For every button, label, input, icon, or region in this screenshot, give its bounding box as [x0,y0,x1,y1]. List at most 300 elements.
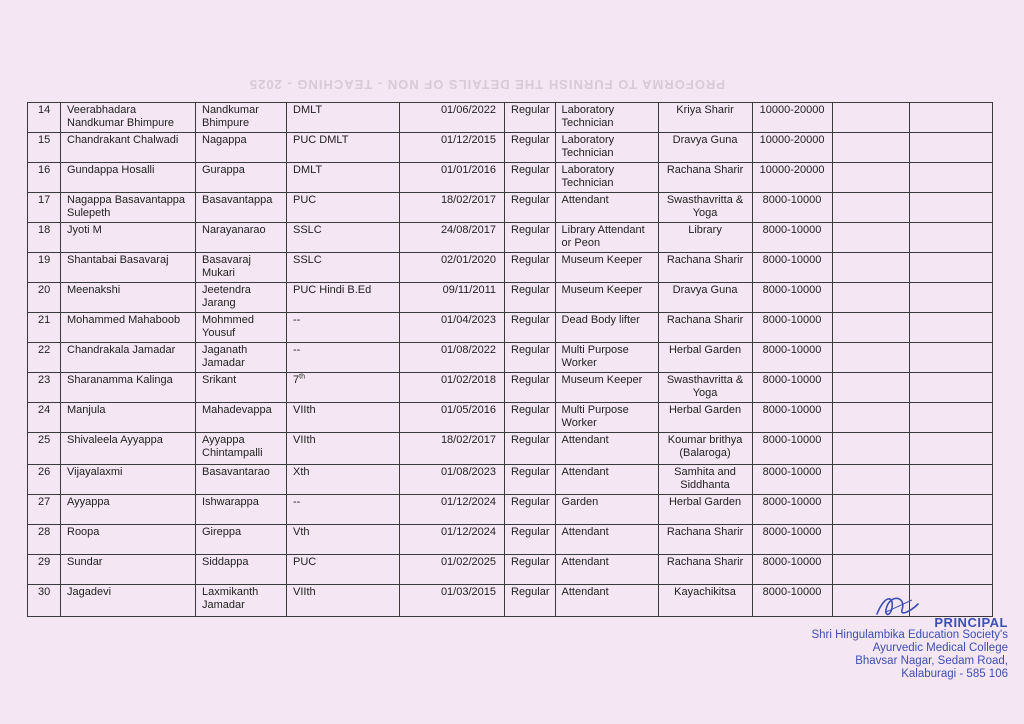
pay-scale-cell [752,163,832,193]
date-of-joining: 01/05/2016 [440,404,496,416]
table-row [28,525,993,555]
pay-scale-cell [752,555,832,585]
date-of-joining: 01/12/2024 [440,526,496,538]
pay-scale: 8000-10000 [762,434,822,446]
date-of-joining: 01/12/2015 [440,134,496,146]
department: Kayachikitsa [674,586,736,598]
father-name-cell [196,433,287,465]
employment-type-cell [505,495,556,525]
department-cell [658,373,752,403]
department: Rachana Sharir [666,526,744,538]
designation: Museum Keeper [561,284,643,296]
department-cell [658,525,752,555]
date-of-joining-cell [400,283,505,313]
employee-name-cell [61,163,196,193]
qualification-cell [287,223,400,253]
employment-type-cell [505,403,556,433]
qualification: -- [293,496,301,508]
blank-cell [832,163,909,193]
pay-scale: 8000-10000 [762,526,822,538]
father-name: Basavaraj Mukari [202,254,251,279]
table-row [28,555,993,585]
pay-scale-cell [752,433,832,465]
pay-scale: 8000-10000 [762,314,822,326]
department-cell [658,163,752,193]
date-of-joining: 01/01/2016 [440,164,496,176]
blank-cell [909,193,992,223]
row-number-cell [28,525,61,555]
employee-name-cell [61,585,196,617]
employee-name-cell [61,373,196,403]
pay-scale: 8000-10000 [762,284,822,296]
department-cell [658,555,752,585]
employment-type: Regular [511,134,550,146]
employment-type: Regular [511,254,550,266]
employee-name-cell [61,103,196,133]
row-number: 29 [38,556,51,568]
qualification: DMLT [293,164,323,176]
employee-name: Chandrakala Jamadar [67,344,176,356]
designation-cell [555,163,658,193]
department-cell [658,253,752,283]
father-name: Mahadevappa [202,404,272,416]
row-number: 18 [38,224,51,236]
designation-cell [555,555,658,585]
qualification-cell [287,133,400,163]
qualification-cell [287,465,400,495]
table-row [28,373,993,403]
designation-cell [555,193,658,223]
bleed-through-heading: PROFORMA TO FURNISH THE DETAILS OF NON - TEACHING - 2025 [248,77,725,92]
father-name: Ishwarappa [202,496,259,508]
father-name-cell [196,223,287,253]
employee-name-cell [61,343,196,373]
designation: Dead Body lifter [561,314,640,326]
qualification: VIIth [293,404,316,416]
designation-cell [555,465,658,495]
pay-scale: 8000-10000 [762,466,822,478]
employee-name: Meenakshi [67,284,121,296]
blank-cell [909,313,992,343]
pay-scale: 10000-20000 [759,104,825,116]
employee-name: Veerabhadara Nandkumar Bhimpure [67,104,174,129]
qualification-cell [287,403,400,433]
father-name-cell [196,163,287,193]
designation: Attendant [561,194,609,206]
table-row [28,193,993,223]
table-row [28,283,993,313]
designation-cell [555,585,658,617]
department-cell [658,133,752,163]
father-name: Nandkumar Bhimpure [202,104,259,129]
date-of-joining: 01/08/2023 [440,466,496,478]
qualification-cell [287,525,400,555]
pay-scale-cell [752,283,832,313]
department: Koumar brithya (Balaroga) [667,434,743,459]
pay-scale-cell [752,465,832,495]
blank-cell [832,223,909,253]
date-of-joining: 01/03/2015 [440,586,496,598]
qualification-cell [287,163,400,193]
pay-scale-cell [752,525,832,555]
pay-scale: 8000-10000 [762,194,822,206]
table-row [28,403,993,433]
father-name-cell [196,343,287,373]
date-of-joining-cell [400,525,505,555]
row-number-cell [28,555,61,585]
pay-scale: 8000-10000 [762,556,822,568]
pay-scale: 8000-10000 [762,374,822,386]
blank-cell [832,403,909,433]
table-row [28,163,993,193]
department: Rachana Sharir [666,164,744,176]
designation: Multi Purpose Worker [561,344,629,369]
father-name-cell [196,373,287,403]
father-name: Gurappa [202,164,245,176]
qualification: 7 [293,374,300,386]
father-name-cell [196,283,287,313]
employment-type-cell [505,253,556,283]
department-cell [658,403,752,433]
row-number-cell [28,283,61,313]
date-of-joining-cell [400,253,505,283]
table-row [28,313,993,343]
table-row [28,433,993,465]
date-of-joining: 24/08/2017 [440,224,496,236]
blank-cell [832,343,909,373]
employee-name: Jagadevi [67,586,112,598]
designation-cell [555,433,658,465]
employee-name: Nagappa Basavantappa Sulepeth [67,194,186,219]
employee-name-cell [61,313,196,343]
department: Library [688,224,722,236]
date-of-joining-cell [400,555,505,585]
father-name: Basavantappa [202,194,273,206]
father-name: Jaganath Jamadar [202,344,248,369]
qualification: VIIth [293,586,316,598]
department-cell [658,313,752,343]
date-of-joining: 01/04/2023 [440,314,496,326]
table-row [28,133,993,163]
designation: Garden [561,496,599,508]
qualification: PUC [293,194,317,206]
stamp-line: Ayurvedic Medical College [872,642,1008,654]
designation: Museum Keeper [561,254,643,266]
date-of-joining: 01/02/2025 [440,556,496,568]
date-of-joining: 09/11/2011 [442,284,496,296]
designation: Laboratory Technician [561,134,615,159]
row-number: 28 [38,526,51,538]
blank-cell [909,373,992,403]
blank-cell [909,163,992,193]
date-of-joining: 01/12/2024 [440,496,496,508]
designation-cell [555,373,658,403]
row-number-cell [28,433,61,465]
row-number: 21 [38,314,51,326]
father-name: Laxmikanth Jamadar [202,586,259,611]
designation: Attendant [561,434,609,446]
employment-type-cell [505,433,556,465]
designation: Attendant [561,466,609,478]
qualification: SSLC [293,224,322,236]
employee-name: Roopa [67,526,100,538]
blank-cell [832,103,909,133]
department-cell [658,495,752,525]
department: Rachana Sharir [666,254,744,266]
employment-type-cell [505,555,556,585]
qualification-cell [287,253,400,283]
date-of-joining-cell [400,373,505,403]
father-name-cell [196,525,287,555]
qualification-cell [287,495,400,525]
designation-cell [555,403,658,433]
blank-cell [832,373,909,403]
employee-name: Ayyappa [67,496,110,508]
row-number: 26 [38,466,51,478]
pay-scale: 8000-10000 [762,404,822,416]
date-of-joining-cell [400,193,505,223]
father-name-cell [196,313,287,343]
designation: Attendant [561,586,609,598]
designation-cell [555,495,658,525]
pay-scale: 8000-10000 [762,586,822,598]
department: Swasthavritta & Yoga [666,194,744,219]
designation-cell [555,133,658,163]
pay-scale-cell [752,253,832,283]
employment-type-cell [505,343,556,373]
date-of-joining-cell [400,103,505,133]
department-cell [658,585,752,617]
date-of-joining-cell [400,223,505,253]
qualification-cell [287,313,400,343]
blank-cell [832,525,909,555]
father-name-cell [196,253,287,283]
row-number-cell [28,313,61,343]
row-number: 23 [38,374,51,386]
employment-type: Regular [511,466,550,478]
stamp-line: Shri Hingulambika Education Society's [811,629,1008,641]
qualification-cell [287,193,400,223]
employment-type: Regular [511,526,550,538]
blank-cell [909,223,992,253]
blank-cell [909,103,992,133]
row-number: 25 [38,434,51,446]
department-cell [658,433,752,465]
qualification-cell [287,343,400,373]
department: Rachana Sharir [666,314,744,326]
employee-name-cell [61,433,196,465]
blank-cell [832,465,909,495]
employee-name-cell [61,223,196,253]
designation-cell [555,253,658,283]
employment-type: Regular [511,434,550,446]
father-name-cell [196,103,287,133]
employee-name-cell [61,495,196,525]
blank-cell [832,253,909,283]
father-name-cell [196,193,287,223]
employee-name-cell [61,465,196,495]
department-cell [658,465,752,495]
employment-type-cell [505,103,556,133]
row-number: 27 [38,496,51,508]
employee-name-cell [61,525,196,555]
staff-table-body [28,103,993,617]
employee-name-cell [61,555,196,585]
row-number: 15 [38,134,51,146]
employment-type-cell [505,193,556,223]
row-number-cell [28,163,61,193]
pay-scale: 8000-10000 [762,344,822,356]
designation: Laboratory Technician [561,104,615,129]
department: Herbal Garden [668,496,742,508]
row-number-cell [28,223,61,253]
employment-type: Regular [511,374,550,386]
stamp-line: Bhavsar Nagar, Sedam Road, [855,655,1008,667]
pay-scale: 8000-10000 [762,254,822,266]
department-cell [658,223,752,253]
qualification: PUC Hindi B.Ed [293,284,372,296]
employee-name: Shantabai Basavaraj [67,254,169,266]
employee-name-cell [61,403,196,433]
row-number-cell [28,103,61,133]
employment-type-cell [505,465,556,495]
designation: Attendant [561,526,609,538]
father-name: Nagappa [202,134,247,146]
blank-cell [832,555,909,585]
employee-name: Vijayalaxmi [67,466,123,478]
table-row [28,103,993,133]
department: Dravya Guna [672,284,738,296]
qualification-cell [287,283,400,313]
pay-scale-cell [752,585,832,617]
qualification: -- [293,314,301,326]
designation: Laboratory Technician [561,164,615,189]
date-of-joining-cell [400,163,505,193]
father-name-cell [196,495,287,525]
employee-name-cell [61,283,196,313]
stamp-title: PRINCIPAL [934,615,1008,630]
date-of-joining-cell [400,313,505,343]
table-row [28,223,993,253]
blank-cell [832,133,909,163]
blank-cell [909,433,992,465]
qualification: DMLT [293,104,323,116]
row-number-cell [28,403,61,433]
department: Herbal Garden [668,344,742,356]
row-number: 19 [38,254,51,266]
blank-cell [909,343,992,373]
blank-cell [909,495,992,525]
blank-cell [909,555,992,585]
department: Dravya Guna [672,134,738,146]
row-number: 14 [38,104,51,116]
blank-cell [832,193,909,223]
employment-type-cell [505,163,556,193]
pay-scale-cell [752,313,832,343]
employment-type: Regular [511,586,550,598]
employee-name-cell [61,133,196,163]
employee-name-cell [61,193,196,223]
employment-type: Regular [511,284,550,296]
department-cell [658,193,752,223]
blank-cell [909,253,992,283]
pay-scale-cell [752,223,832,253]
row-number-cell [28,465,61,495]
employment-type-cell [505,283,556,313]
row-number: 20 [38,284,51,296]
employment-type: Regular [511,404,550,416]
row-number-cell [28,373,61,403]
employment-type-cell [505,223,556,253]
father-name: Narayanarao [202,224,266,236]
date-of-joining: 18/02/2017 [440,434,496,446]
blank-cell [909,525,992,555]
employment-type: Regular [511,104,550,116]
department-cell [658,283,752,313]
qualification-cell [287,555,400,585]
qualification: -- [293,344,301,356]
father-name-cell [196,585,287,617]
father-name-cell [196,555,287,585]
employee-name: Sundar [67,556,103,568]
pay-scale: 8000-10000 [762,496,822,508]
row-number-cell [28,495,61,525]
designation-cell [555,343,658,373]
qualification-cell [287,433,400,465]
pay-scale-cell [752,343,832,373]
designation-cell [555,283,658,313]
employment-type: Regular [511,224,550,236]
row-number: 17 [38,194,51,206]
date-of-joining-cell [400,495,505,525]
designation: Multi Purpose Worker [561,404,629,429]
father-name: Jeetendra Jarang [202,284,251,309]
table-row [28,465,993,495]
date-of-joining-cell [400,403,505,433]
qualification-superscript: th [299,373,305,381]
blank-cell [909,133,992,163]
father-name: Basavantarao [202,466,270,478]
department: Swasthavritta & Yoga [666,374,744,399]
designation: Attendant [561,556,609,568]
date-of-joining-cell [400,433,505,465]
blank-cell [832,433,909,465]
table-row [28,585,993,617]
blank-cell [909,403,992,433]
qualification: Xth [293,466,310,478]
stamp-line: Kalaburagi - 585 106 [901,668,1008,680]
employment-type: Regular [511,194,550,206]
blank-cell [832,283,909,313]
date-of-joining-cell [400,343,505,373]
qualification-cell [287,103,400,133]
date-of-joining: 01/02/2018 [440,374,496,386]
employee-name: Gundappa Hosalli [67,164,155,176]
row-number-cell [28,193,61,223]
qualification-cell [287,585,400,617]
row-number-cell [28,253,61,283]
date-of-joining-cell [400,465,505,495]
row-number: 24 [38,404,51,416]
qualification: PUC DMLT [293,134,349,146]
employee-name: Manjula [67,404,106,416]
row-number-cell [28,343,61,373]
designation: Library Attendant or Peon [561,224,645,249]
department: Rachana Sharir [666,556,744,568]
employment-type-cell [505,585,556,617]
date-of-joining-cell [400,133,505,163]
pay-scale: 10000-20000 [759,134,825,146]
